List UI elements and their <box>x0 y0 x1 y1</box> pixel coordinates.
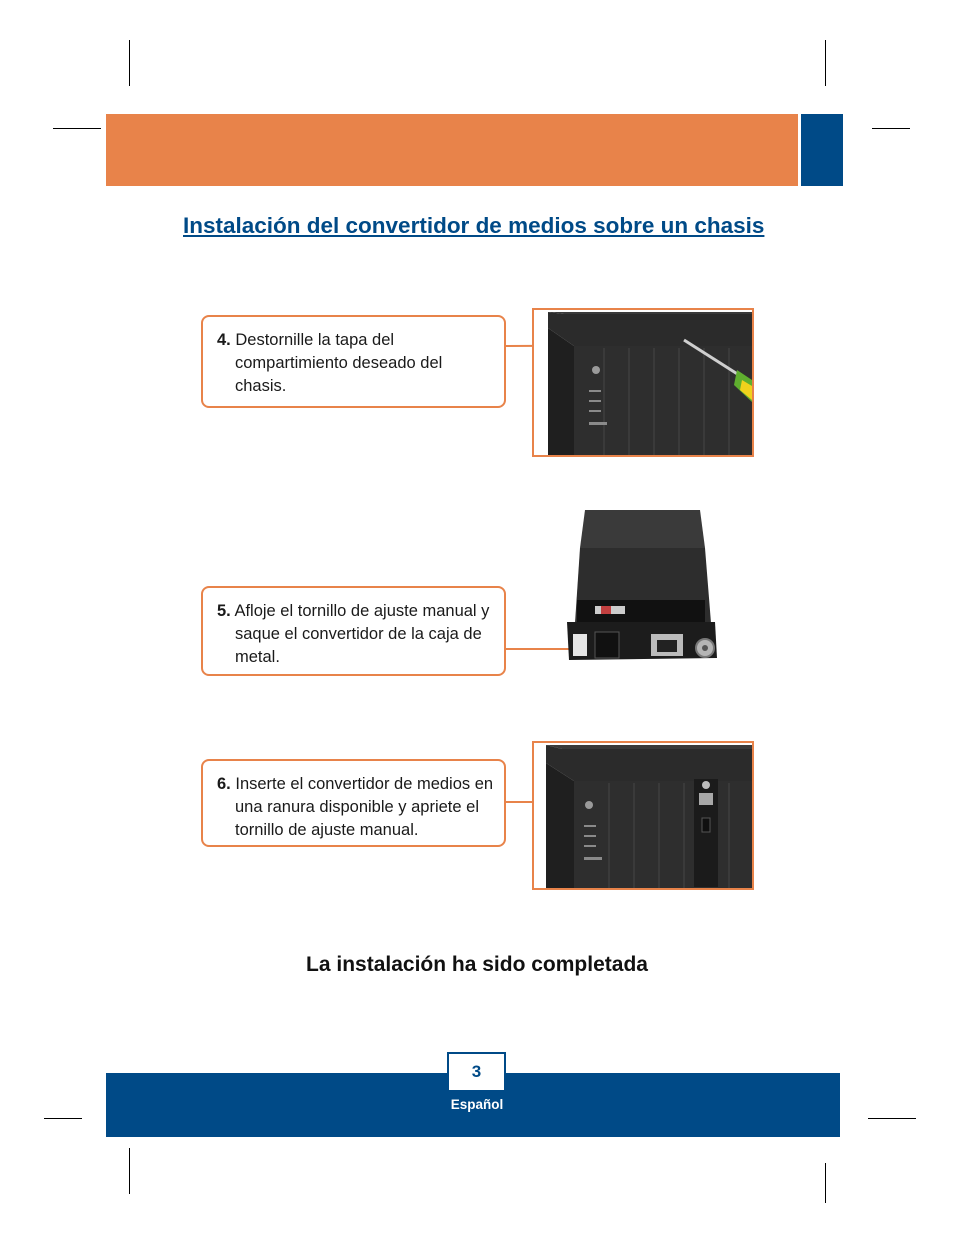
crop-mark <box>44 1118 82 1119</box>
crop-mark <box>53 128 101 129</box>
step-text-line: compartimiento deseado del <box>235 354 443 372</box>
step-text-line: Afloje el tornillo de ajuste manual y <box>234 602 490 620</box>
crop-mark <box>129 1148 130 1194</box>
header-brand-block <box>801 114 843 186</box>
chassis-installed-photo <box>532 741 754 890</box>
step-text-line: Inserte el convertidor de medios en <box>235 775 494 793</box>
header-band <box>106 114 798 186</box>
crop-mark <box>825 1163 826 1203</box>
step-text-line: una ranura disponible y apriete el <box>235 798 479 816</box>
chassis-screwdriver-photo <box>532 308 754 457</box>
step-text-line: Destornille la tapa del <box>235 331 395 349</box>
section-title: Instalación del convertidor de medios sobre un chasis <box>183 213 765 238</box>
step-callout-6 <box>201 759 506 847</box>
crop-mark <box>825 40 826 86</box>
completion-message: La instalación ha sido completada <box>306 953 648 976</box>
step-text-line: tornillo de ajuste manual. <box>235 821 419 839</box>
crop-mark <box>872 128 910 129</box>
language-label: Español <box>450 1097 504 1112</box>
page-number: 3 <box>447 1052 506 1092</box>
step-number: 5. <box>217 602 231 620</box>
step-text-line: chasis. <box>235 377 287 395</box>
step-text-line: metal. <box>235 648 280 666</box>
converter-module-photo <box>565 508 725 664</box>
step-callout-5 <box>201 586 506 676</box>
step-number: 4. <box>217 331 231 349</box>
step-text-line: saque el convertidor de la caja de <box>235 625 482 643</box>
crop-mark <box>129 40 130 86</box>
crop-mark <box>868 1118 916 1119</box>
step-callout-4 <box>201 315 506 408</box>
step-number: 6. <box>217 775 231 793</box>
